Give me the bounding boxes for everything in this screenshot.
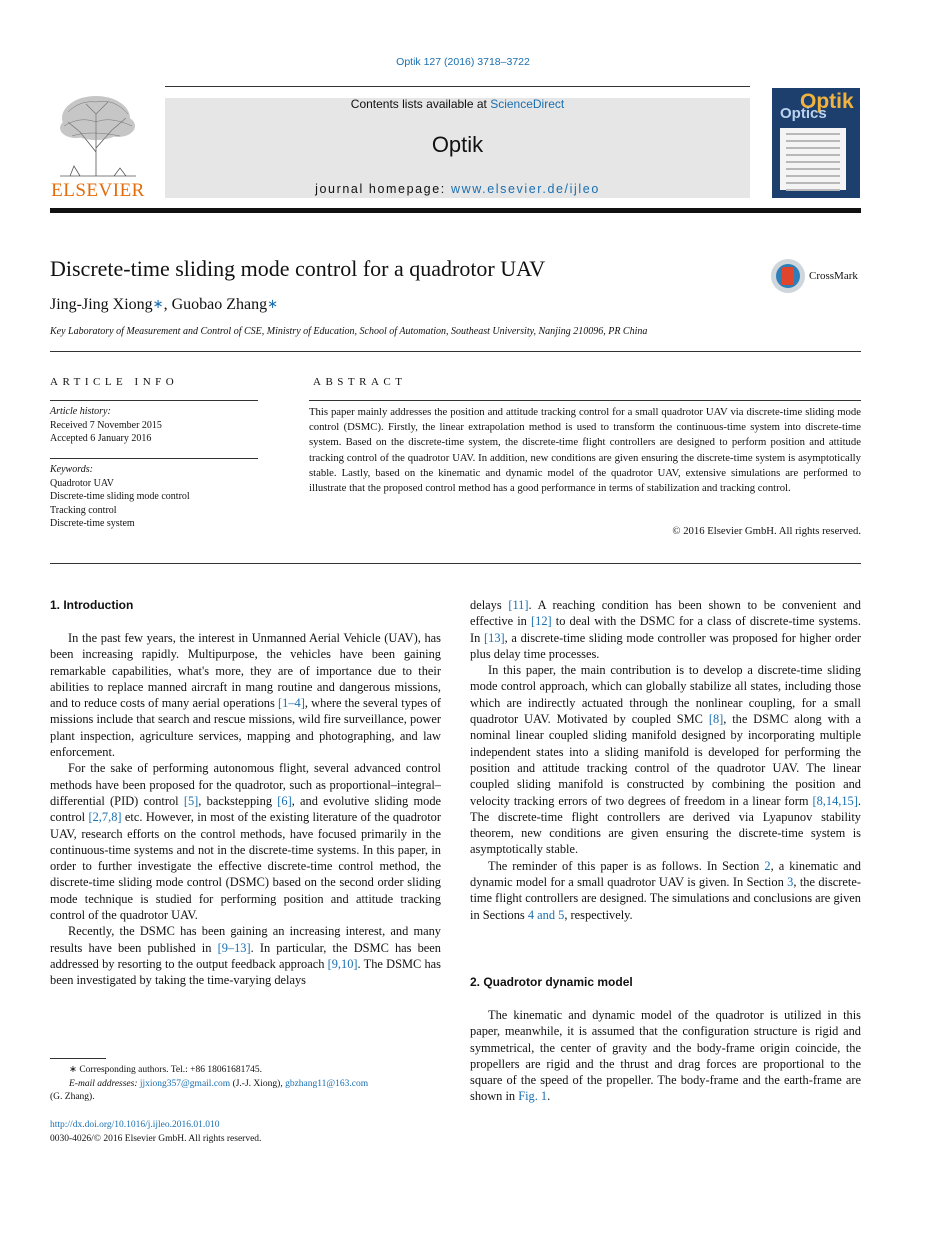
text: . (547, 1089, 551, 1104)
text: etc. However, in most of the existing literature of the quadrotor UAV, research efforts on the control methods, have focused primarily in the continuous-time systems and not in the discrete-time systems. In this paper, in order to further investigate the effective discrete-time control method, the discrete-time sliding mode control (DSMC) based on the second order sliding mode technique is studied for performing position and attitude tracking control of the quadrotor UAV. (50, 810, 441, 923)
text: , the discrete-time flight controllers are designed. The simulations and conclusions are given in Sections (470, 875, 861, 922)
text: . The discrete-time flight controllers are derived via Lyapunov stability theorem, new conditions are given ensuring the discrete-time system is asymptotically stable. (470, 793, 861, 857)
cover-contents-panel (780, 128, 846, 190)
contents-line (165, 97, 750, 111)
journal-citation[interactable]: Optik 127 (2016) 3718–3722 (396, 56, 530, 68)
text: . A reaching condition has been shown to be convenient and effective in (470, 598, 861, 629)
citation-link[interactable]: [5] (183, 793, 199, 808)
text: In the past few years, the interest in Unmanned Aerial Vehicle (UAV), has been increasing rapidly. Multipurpose, the vehicles have been gaining remarkable capabilities, what's more, they are of importance due to their abilities to replace manned aircraft in mang routine and dangerous missions, and to reduce costs of many aerial operations (50, 631, 441, 711)
author-2-mark[interactable]: ∗ (267, 296, 279, 311)
header-thick-rule (50, 208, 861, 213)
citation-link[interactable]: [8] (708, 712, 724, 727)
paragraph (50, 760, 441, 923)
doi-block (50, 1119, 261, 1146)
footnote (50, 1064, 368, 1105)
author-2[interactable]: Guobao Zhang (171, 296, 268, 313)
citation-link[interactable]: [9,10] (327, 956, 358, 971)
divider (50, 400, 258, 401)
text: The reminder of this paper is as follows. In Section (488, 858, 765, 873)
section-link[interactable]: 2 (764, 858, 771, 873)
paragraph (470, 1007, 861, 1105)
text: . The DSMC has been investigated by taking the time-varying delays (50, 956, 441, 988)
section-heading-introduction: 1. Introduction (50, 598, 134, 612)
citation-link[interactable]: [8,14,15] (812, 793, 858, 808)
text: , a discrete-time sliding mode controller was proposed for higher order plus delay time processes. (470, 630, 861, 661)
crossmark-icon (771, 259, 805, 293)
text: to deal with the DSMC for a class of discrete-time systems. In (470, 614, 861, 645)
email-owner-wrap: (G. Zhang). (50, 1092, 95, 1102)
text: , and evolutive sliding mode control (50, 793, 442, 825)
email-link[interactable]: jjxiong357@gmail.com (139, 1078, 231, 1089)
affiliation: Key Laboratory of Measurement and Control of CSE, Ministry of Education, School of Automation, Southeast University, Nanjing 210096, PR China (50, 326, 648, 337)
abstract-copyright: © 2016 Elsevier GmbH. All rights reserved. (672, 525, 861, 537)
text: , a kinematic and dynamic model for a small quadrotor UAV is given. In Section (470, 858, 862, 890)
body-column-left (50, 630, 441, 989)
paragraph (50, 923, 441, 988)
journal-name: Optik (431, 132, 484, 157)
citation-link[interactable]: [2,7,8] (88, 810, 122, 825)
text: , the DSMC along with a nominal linear coupled sliding manifold designed by incorporating multiple independent states into a sliding manifold is developed for performing the position and attitude tracking control of the quadrotor UAV. The linear coupled sliding manifold is constructed by combining the position and velocity tracking errors of two degrees of freedom in a linear form (470, 712, 861, 808)
abstract-text: This paper mainly addresses the position and attitude tracking control for a small quadrotor UAV via discrete-time sliding mode control (DSMC). Firstly, the linear extrapolation method is used to transform the continuous-time system into discrete-time system. Based on the discrete-time system, the discrete-time flight controllers are designed to perform position and attitude tracking control of the quadrotor UAV. In addition, new conditions are given ensuring the discrete-time system is asymptotically stable. Lastly, based on the kinematic and dynamic model of the quadrotor UAV, extensive simulations are performed to illustrate that the proposed control method has a good performance in terms of stabilization and tracking control. (309, 406, 861, 495)
text: In this paper, the main contribution is to develop a discrete-time sliding mode control approach, which can globally stabilize all states, including those which are indirectly actuated through the nonlinear coupling, for a small quadrotor UAV. Motivated by coupled SMC (470, 663, 861, 727)
homepage-prefix: journal homepage: (315, 182, 451, 196)
text: . In particular, the DSMC has been addressed by resorting to the output feedback approach (50, 940, 441, 971)
paper-title: Discrete-time sliding mode control for a quadrotor UAV (50, 256, 546, 281)
keywords-label: Keywords: (50, 464, 93, 475)
section-link[interactable]: 3 (787, 875, 794, 890)
email-line (50, 1078, 368, 1092)
citation-link[interactable]: [12] (531, 614, 552, 629)
body-column-right (470, 597, 861, 923)
text: , where the several types of missions include that search and rescue missions, wild fire surveillance, power plant inspection, agriculture services, mapping and photographing, and law enforcement. (50, 696, 441, 760)
keyword: Discrete-time sliding mode control (50, 491, 190, 502)
crossmark-label: CrossMark (809, 270, 858, 282)
paragraph (50, 630, 441, 760)
divider (50, 351, 861, 352)
corresponding-note (50, 1064, 368, 1078)
citation-link[interactable]: [13] (484, 630, 505, 645)
author-list (50, 296, 278, 314)
text: For the sake of performing autonomous flight, several advanced control methods have been proposed for the quadrotor, such as proportional–integral–differential (PID) control (50, 761, 441, 808)
author-1[interactable]: Jing-Jing Xiong (50, 296, 153, 313)
divider (309, 400, 861, 401)
text: , respectively. (564, 907, 633, 922)
cover-title-optik: Optik (800, 90, 854, 113)
citation-link[interactable]: [11] (508, 598, 529, 612)
journal-header-banner (165, 98, 750, 198)
corresponding-text: Corresponding authors. Tel.: +86 18061681745. (76, 1065, 262, 1075)
homepage-link[interactable]: www.elsevier.de/ijleo (450, 182, 600, 196)
section-heading-dynamic-model: 2. Quadrotor dynamic model (470, 975, 633, 989)
author-separator: , (163, 296, 172, 313)
divider (50, 563, 861, 564)
tree-icon (50, 92, 146, 180)
email-owner: (J.-J. Xiong), (230, 1078, 286, 1089)
received-date: Received 7 November 2015 (50, 419, 162, 431)
text: delays (470, 598, 509, 612)
journal-cover-thumbnail[interactable] (772, 88, 860, 198)
citation-link[interactable]: [6] (277, 793, 292, 808)
author-1-mark[interactable]: ∗ (152, 296, 164, 311)
keywords-block (50, 463, 190, 531)
abstract-heading: ABSTRACT (313, 376, 407, 388)
crossmark-badge[interactable] (771, 259, 861, 293)
cover-title-optics: Optics (780, 105, 827, 122)
paragraph-continued (470, 597, 861, 662)
text: The kinematic and dynamic model of the quadrotor is utilized in this paper, meanwhile, it is assumed that the configuration structure is rigid and symmetrical, the center of gravity and the body-frame origin coincide, the propellers are rigid and the thrust and drag forces are proportional to the square of the speed of the propeller. The body-frame and the earth-frame are shown in (470, 1008, 861, 1104)
article-history (50, 405, 162, 446)
paragraph (470, 662, 861, 858)
section-link[interactable]: 4 and 5 (527, 907, 565, 922)
divider (50, 458, 258, 459)
sciencedirect-link[interactable]: ScienceDirect (490, 97, 565, 111)
contents-prefix: Contents lists available at (350, 97, 491, 111)
header-rule (165, 86, 750, 87)
elsevier-wordmark: ELSEVIER (51, 180, 145, 201)
body-column-right-section2 (470, 1007, 861, 1105)
footnote-rule (50, 1058, 106, 1059)
homepage-line (165, 182, 750, 196)
issn-line: 0030-4026/© 2016 Elsevier GmbH. All rights reserved. (50, 1133, 262, 1144)
paragraph (470, 858, 861, 923)
text: , backstepping (198, 793, 278, 808)
citation-link[interactable]: [9–13] (217, 940, 251, 955)
keyword: Discrete-time system (50, 518, 135, 529)
elsevier-logo[interactable] (50, 92, 146, 202)
history-label: Article history: (50, 406, 111, 417)
article-info-heading: ARTICLE INFO (50, 376, 179, 388)
email-label: E-mail addresses: (69, 1078, 140, 1089)
doi-link[interactable]: http://dx.doi.org/10.1016/j.ijleo.2016.01.010 (50, 1120, 220, 1130)
text: Recently, the DSMC has been gaining an increasing interest, and many results have been published in (50, 924, 441, 955)
email-link[interactable]: gbzhang11@163.com (285, 1078, 369, 1089)
keyword: Tracking control (50, 504, 117, 516)
figure-link[interactable]: Fig. 1 (518, 1089, 548, 1104)
footnote-mark: ∗ (69, 1065, 77, 1075)
citation-link[interactable]: [1–4] (278, 696, 305, 711)
keyword: Quadrotor UAV (50, 477, 114, 489)
accepted-date: Accepted 6 January 2016 (50, 433, 152, 444)
